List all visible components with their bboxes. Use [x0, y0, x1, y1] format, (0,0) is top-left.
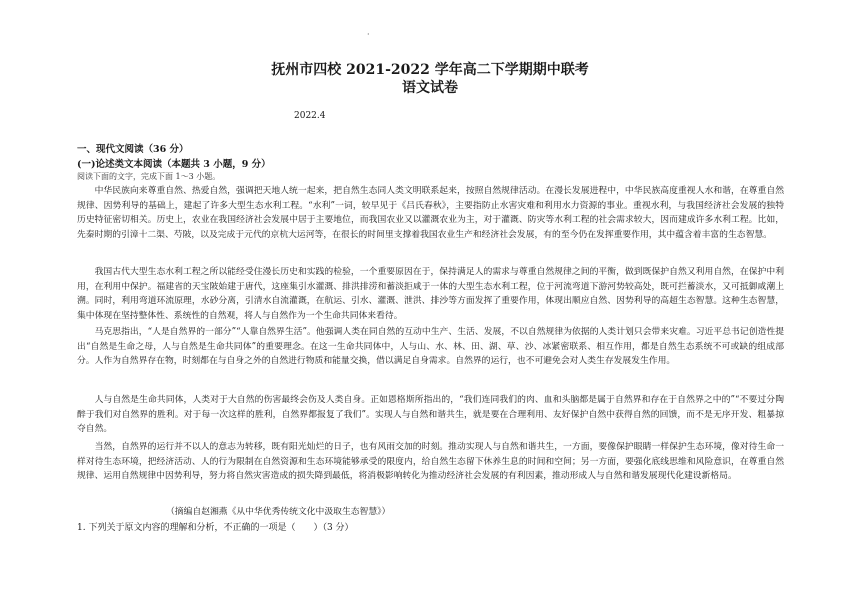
section-heading: 一、现代文阅读（36 分）	[77, 144, 189, 155]
source-citation: （摘编自赵湘燕《从中华优秀传统文化中汲取生态智慧》）	[166, 507, 391, 517]
subsection-heading: (一)论述类文本阅读（本题共 3 小题，9 分）	[77, 159, 271, 170]
top-mark: ·	[367, 30, 370, 39]
exam-date: 2022.4	[294, 111, 326, 121]
reading-instruction: 阅读下面的文字，完成下面 1～3 小题。	[77, 172, 221, 181]
question-1: 1. 下列关于原文内容的理解和分析，不正确的一项是（ ）（3 分）	[77, 523, 354, 533]
exam-title: 抚州市四校 2021-2022 学年高二下学期期中联考	[271, 62, 589, 78]
paragraph-4: 人与自然是生命共同体，人类对于大自然的伤害最终会伤及人类自身。正如恩格斯所指出的，“我们连同我们的肉、血和头脑都是属于自然界和存在于自然界之中的”“不要过分陶醉于我们对自然界的胜利。对于每一次这样的胜利，自然界都报复了我们”。实现人与自然和谐共生，就是要在合理利用、友好保护自然中获得自然的回馈，而不是无序开发、粗暴掠夺自然。	[77, 395, 784, 435]
paragraph-3: 马克思指出，“人是自然界的一部分”“人靠自然界生活”。他强调人类在同自然的互动中生产、生活、发展，不以自然规律为依据的人类计划只会带来灾难。习近平总书记创造性提出“自然是生命之母，人与自然是生命共同体”的重要理念。在这一生命共同体中，人与山、水、林、田、湖、草、沙、冰紧密联系、相互作用，都是自然生态系统不可或缺的组成部分。人作为自然界存在物，时刻都在与自身之外的自然进行物质和能量交换，借以满足自身需求。自然界的运行，也不可避免会对人类生存发展发生作用。	[77, 327, 784, 367]
paragraph-5: 当然，自然界的运行并不以人的意志为转移，既有阳光灿烂的日子，也有风雨交加的时刻。推动实现人与自然和谐共生，一方面，要像保护眼睛一样保护生态环境，像对待生命一样对待生态环境，把经济活动、人的行为限制在自然资源和生态环境能够承受的限度内，给自然生态留下休养生息的时间和空间；另一方面，要强化底线思维和风险意识，在尊重自然规律、运用自然规律中因势利导，努力将自然灾害造成的损失降到最低，将消极影响转化为推动经济社会发展的有利因素，推动形成人与自然和谐发展现代化建设新格局。	[77, 442, 784, 482]
paragraph-1: 中华民族向来尊重自然、热爱自然，强调把天地人统一起来，把自然生态同人类文明联系起来，按照自然规律活动。在漫长发展进程中，中华民族高度重视人水和谐，在尊重自然规律、因势利导的基础上，建起了许多大型生态水利工程。“水利”一词，较早见于《吕氏春秋》，主要指防止水害灾难和利用水力资源的事业。重视水利，与我国经济社会发展的独特历史特征密切相关。历史上，农业在我国经济社会发展中居于主要地位，而我国农业又以灌溉农业为主，对于灌溉、防灾等水利工程的社会需求较大，因而建成许多水利工程。比如，先秦时期的引漳十二渠、芍陂，以及完成于元代的京杭大运河等，在很长的时间里支撑着我国农业生产和经济社会发展，有的至今仍在发挥重要作用，其中蕴含着丰富的生态智慧。	[77, 186, 784, 240]
paragraph-2: 我国古代大型生态水利工程之所以能经受住漫长历史和实践的检验，一个重要原因在于，保持满足人的需求与尊重自然规律之间的平衡，做到既保护自然又利用自然，在保护中利用，在利用中保护。福建省的天宝陂始建于唐代，这座集引水灌溉、排洪排涝和蓄淡拒咸于一体的大型生态水利工程，位于河流弯道下游河势较高处，既可拦蓄淡水，又可抵御咸潮上溯。同时，利用弯道环流原理，水砂分离，引清水自流灌溉，在航运、引水、灌溉、泄洪、排沙等方面发挥了重要作用，体现出顺应自然、因势利导的高超生态智慧。这种生态智慧，集中体现在坚持整体性、系统性的自然观，将人与自然作为一个生命共同体来看待。	[77, 267, 784, 321]
exam-subtitle: 语文试卷	[402, 80, 458, 96]
